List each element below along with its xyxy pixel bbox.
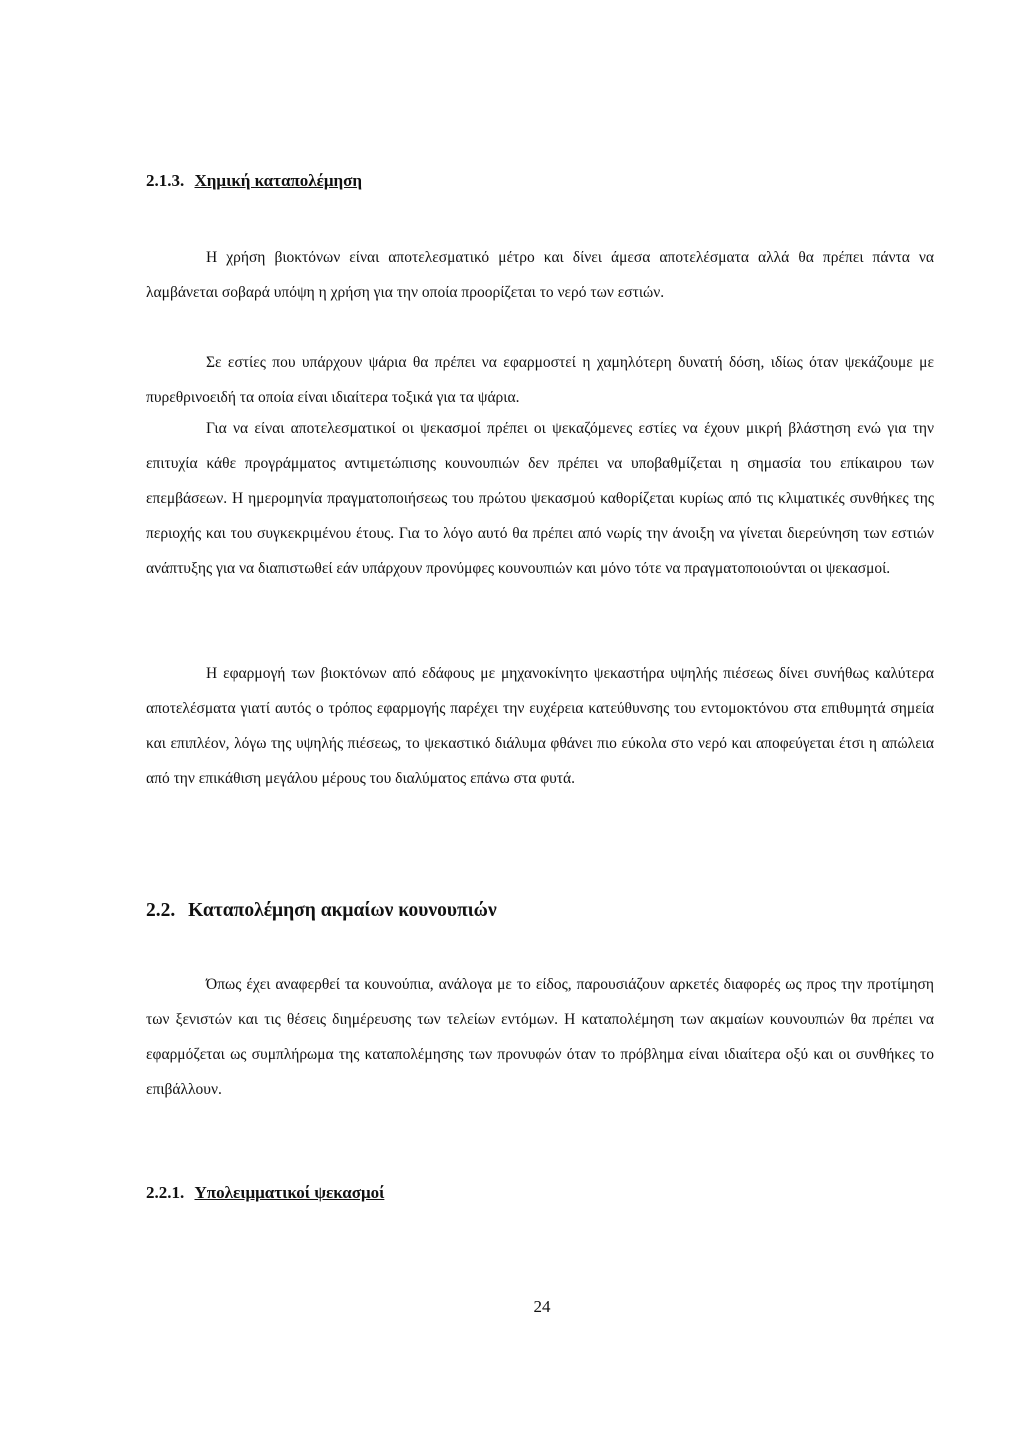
section-number: 2.2.1. xyxy=(146,1183,185,1202)
section-heading-2-1-3 xyxy=(146,171,362,191)
section-title: Καταπολέμηση ακμαίων κουνουπιών xyxy=(188,900,497,921)
section-title: Χημική καταπολέμηση xyxy=(194,171,363,190)
section-number: 2.2. xyxy=(146,900,176,921)
section-heading-2-2-1 xyxy=(146,1183,384,1203)
section-title: Υπολειμματικοί ψεκασμοί xyxy=(194,1183,385,1202)
page-number: 24 xyxy=(533,1297,551,1316)
section-heading-2-2 xyxy=(146,900,497,922)
paragraph-biocides-use: Η χρήση βιοκτόνων είναι αποτελεσματικό μέτρο και δίνει άμεσα αποτελέσματα αλλά θα πρέπει πάντα να λαμβάνεται σοβαρά υπόψη η χρήση για την οποία προορίζεται το νερό των εστιών. xyxy=(146,249,934,301)
paragraph-spraying-effectiveness: Για να είναι αποτελεσματικοί οι ψεκασμοί πρέπει οι ψεκαζόμενες εστίες να έχουν μικρή βλάστηση ενώ για την επιτυχία κάθε προγράμματος αντιμετώπισης κουνουπιών δεν πρέπει να υποβαθμίζεται η σημασία του επίκαιρου των επεμβάσεων. Η ημερομηνία πραγματοποιήσεως του πρώτου ψεκασμού καθορίζεται κυρίως από τις κλιματικές συνθήκες της περιοχής και του συγκεκριμένου έτους. Για το λόγο αυτό θα πρέπει από νωρίς την άνοιξη να γίνεται διερεύνηση των εστιών ανάπτυξης για να διαπιστωθεί εάν υπάρχουν προνύμφες κουνουπιών και μόνο τότε να πραγματοποιούνται οι ψεκασμοί. xyxy=(146,420,934,577)
paragraph-ground-application: Η εφαρμογή των βιοκτόνων από εδάφους με μηχανοκίνητο ψεκαστήρα υψηλής πιέσεως δίνει συνήθως καλύτερα αποτελέσματα γιατί αυτός ο τρόπος εφαρμογής παρέχει την ευχέρεια κατεύθυνσης του εντομοκτόνου στα επιθυμητά σημεία και επιπλέον, λόγω της υψηλής πιέσεως, το ψεκαστικό διάλυμα φθάνει πιο εύκολα στο νερό και αποφεύγεται έτσι η απώλεια από την επικάθιση μεγάλου μέρους του διαλύματος επάνω στα φυτά. xyxy=(146,665,934,787)
paragraph-fish-dose: Σε εστίες που υπάρχουν ψάρια θα πρέπει να εφαρμοστεί η χαμηλότερη δυνατή δόση, ιδίως όταν ψεκάζουμε με πυρεθρινοειδή τα οποία είναι ιδιαίτερα τοξικά για τα ψάρια. xyxy=(146,354,934,406)
paragraph-adult-mosquito-control: Όπως έχει αναφερθεί τα κουνούπια, ανάλογα με το είδος, παρουσιάζουν αρκετές διαφορές ως προς την προτίμηση των ξενιστών και τις θέσεις διημέρευσης των τελείων εντόμων. Η καταπολέμηση των ακμαίων κουνουπιών θα πρέπει να εφαρμόζεται ως συμπλήρωμα της καταπολέμησης των προνυφών όταν το πρόβλημα είναι ιδιαίτερα οξύ και οι συνθήκες το επιβάλλουν. xyxy=(146,976,934,1098)
section-number: 2.1.3. xyxy=(146,171,185,190)
